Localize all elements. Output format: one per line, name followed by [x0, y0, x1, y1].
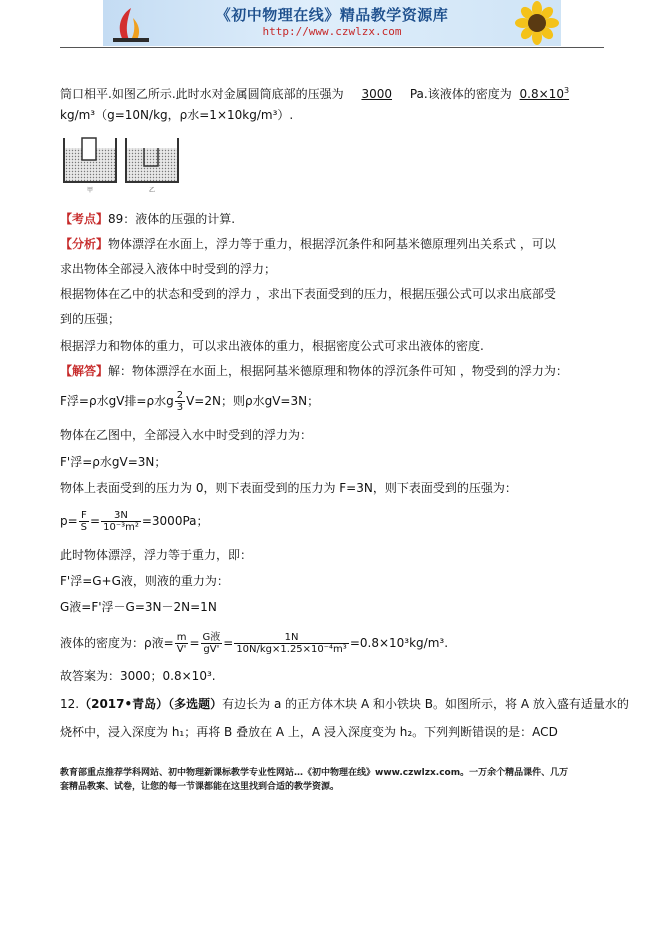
footer-line: 套精品教案、试卷，让您的每一节课都能在这里找到合适的教学资源。: [60, 782, 340, 792]
equation-line: F'浮=G+G液，则液的重力为：: [60, 574, 229, 588]
equation-line: [60, 390, 319, 413]
section-text: 物体漂浮在水面上，浮力等于重力，根据浮沉条件和阿基米德原理列出关系式 ，可以: [108, 237, 556, 251]
fraction: [175, 632, 189, 655]
equation-line: G液=F'浮－G=3N－2N=1N: [60, 600, 217, 614]
equation-text: 液体的密度为：ρ液=: [60, 636, 174, 650]
question-12-line: 烧杯中，浸入深度为 h₁；再将 B 叠放在 A 上，A 浸入深度变为 h₂。下列判断错误的是：ACD: [60, 725, 558, 739]
footer-line: 教育部重点推荐学科网站、初中物理新课标教学专业性网站…《初中物理在线》www.czwlzx.com。一万余个精品课件、几万: [60, 768, 569, 778]
equation-text: p=: [60, 514, 78, 528]
equation-text: =: [90, 514, 101, 528]
text-line: 物体在乙图中，全部浸入水中时受到的浮力为：: [60, 428, 313, 442]
answer-blank: [347, 87, 406, 101]
section-tag: 【解答】: [60, 364, 109, 378]
answer-line: 故答案为：3000；0.8×10³.: [60, 669, 216, 683]
question-text: 有边长为 a 的正方体木块 A 和小铁块 B。如图所示，将 A 放入盛有适量水的: [222, 697, 629, 711]
text-line: 此时物体漂浮，浮力等于重力，即：: [60, 548, 253, 562]
numerator: F: [79, 510, 89, 522]
fraction: [201, 632, 223, 655]
text-line: kg/m³（g=10N/kg，ρ水=1×10kg/m³）.: [60, 108, 294, 122]
section-tag: 【分析】: [60, 237, 109, 251]
equation-line: F'浮=ρ水gV=3N；: [60, 455, 167, 469]
beaker-a: [64, 138, 116, 182]
text-line: 根据浮力和物体的重力，可以求出液体的重力，根据密度公式可求出液体的密度.: [60, 339, 484, 353]
fraction: [101, 510, 141, 533]
jieda-line: [60, 364, 568, 378]
question-12-line: [60, 697, 629, 711]
kaodian-line: [60, 212, 235, 226]
text-line: 根据物体在乙中的状态和受到的浮力 ，求出下表面受到的压力，根据压强公式可以求出底部受: [60, 287, 556, 301]
numerator: 2: [176, 390, 184, 401]
fenxi-line: [60, 237, 556, 251]
beaker-figure: [62, 134, 182, 194]
equation-line: 液体的密度为：ρ液= $\frac{m}{V'}$ = $\frac{\text{G液}}{gV'}$ = $\frac{1N}{\text{10N/kg×1.25×10⁻⁴m³}}$ =0.8×10³kg/m³.: [60, 632, 449, 655]
text-line: 到的压强；: [60, 312, 121, 326]
equation-line: [60, 510, 209, 533]
numerator: G液: [202, 632, 221, 643]
section-tag: 【考点】: [60, 212, 109, 226]
beaker-b: [126, 138, 178, 182]
equation-text: F浮=ρ水gV排=ρ水g: [60, 394, 174, 408]
section-text: 89：液体的压强的计算.: [108, 212, 236, 226]
section-text: 解：物体漂浮在水面上，根据阿基米德原理和物体的浮沉条件可知 ，物受到的浮力为：: [108, 364, 568, 378]
exponent: 3: [563, 86, 570, 95]
denominator: 3: [176, 402, 184, 413]
figure-label: 甲: [86, 187, 94, 194]
numerator: 3N: [101, 510, 141, 522]
blank-value: 3000: [361, 87, 393, 101]
denominator: S: [80, 522, 88, 533]
text-line: [60, 84, 573, 101]
fraction: [234, 632, 349, 655]
fraction: [175, 390, 185, 413]
site-title: 《初中物理在线》精品教学资源库: [215, 6, 449, 24]
figure-label: 乙: [148, 187, 156, 194]
numerator: m: [176, 632, 187, 643]
text-segment: 筒口相平.如图乙所示.此时水对金属圆筒底部的压强为: [60, 87, 344, 101]
denominator: V': [176, 644, 187, 655]
equation-text: =0.8×10³kg/m³.: [349, 636, 449, 650]
header-banner: [103, 0, 561, 46]
sunflower-icon: [515, 1, 559, 45]
answer-blank: [516, 87, 574, 101]
blank-value: 0.8×10: [519, 87, 564, 101]
equation-text: V=2N；则ρ水gV=3N；: [186, 394, 320, 408]
site-url[interactable]: http://www.czwlzx.com: [262, 25, 402, 38]
denominator: 10⁻³m²: [103, 522, 139, 533]
denominator: gV': [203, 644, 220, 655]
question-source: （2017•青岛）（多选题）: [79, 697, 223, 711]
question-number: 12.: [60, 697, 80, 711]
text-line: 求出物体全部浸入液体中时受到的浮力；: [60, 262, 277, 276]
fraction: [79, 510, 89, 533]
header-rule: [60, 47, 604, 48]
numerator: 1N: [234, 632, 349, 644]
text-line: 物体上表面受到的压力为 0，则下表面受到的压力为 F=3N，则下表面受到的压强为：: [60, 481, 517, 495]
denominator: 10N/kg×1.25×10⁻⁴m³: [236, 644, 347, 655]
text-segment: Pa.该液体的密度为: [409, 87, 512, 101]
equation-text: =3000Pa；: [141, 514, 209, 528]
